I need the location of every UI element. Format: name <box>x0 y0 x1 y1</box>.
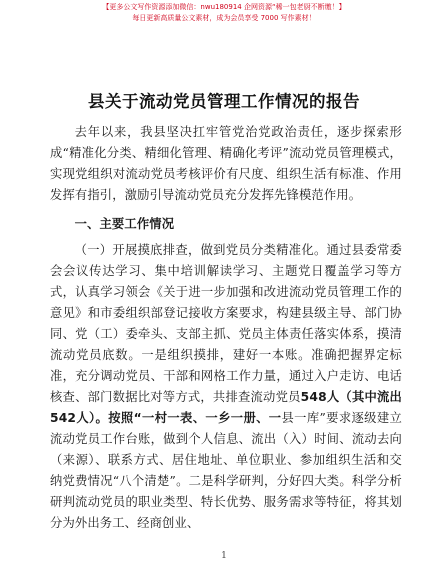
document-title: 县关于流动党员管理工作情况的报告 <box>88 92 360 111</box>
promo-banner-line-2: 每日更新高质量公文素材，成为会员享受 7000 写作素材！ <box>132 14 316 22</box>
promo-banner <box>0 2 448 24</box>
section-heading: 一、主要工作情况 <box>74 217 175 231</box>
bold-statistic-text: 548人（其中流出542人）。按照“一村一表、一乡一册、一 <box>50 390 402 425</box>
body-paragraph <box>50 240 402 534</box>
paragraph-text-start: （一）开展摸底排查，做到党员分类精准化。通过县委常委会会议传达学习、集中培训解读学习、主题党日覆盖学习等方式，认真学习领会《关于进一步加强和改进流动党员管理工作的意见》和市委组织部登记接收方案要求，构建县级主导、部门协同、党（工）委牵头、支部主抓、党员主体责任落实体系，摸清流动党员底数。一是组织摸排，建好一本账。准确把握界定标准，充分调动党员、干部和网格工作力量，通过入户走访、电话核查、部门数据比对等方式，共排查流动党员 <box>50 243 402 404</box>
document-body <box>50 122 402 534</box>
intro-paragraph: 去年以来，我县坚决扛牢管党治党政治责任，逐步探索形成“精准化分类、精细化管理、精确化考评”流动党员管理模式，实现党组织对流动党员考核评价有尺度、组织生活有标准、作用发挥有指引，激励引导流动党员充分发挥先锋模范作用。 <box>50 125 402 202</box>
page-number: 1 <box>221 551 227 561</box>
paragraph-text-end: 县一库”要求逐级建立流动党员工作台账，做到个人信息、流出（入）时间、流动去向（来源）、联系方式、居住地址、单位职业、参加组织生活和交纳党费情况“八个清楚”。二是科学研判，分好四大类。科学分析研判流动党员的职业类型、特长优势、服务需求等特征，将其划分为外出务工、经商创业、 <box>50 411 402 530</box>
promo-banner-line-1: 【更多公文写作资源添加微信：nwu180914 企网资源“稀一包老厨不断缴！】 <box>102 3 346 11</box>
